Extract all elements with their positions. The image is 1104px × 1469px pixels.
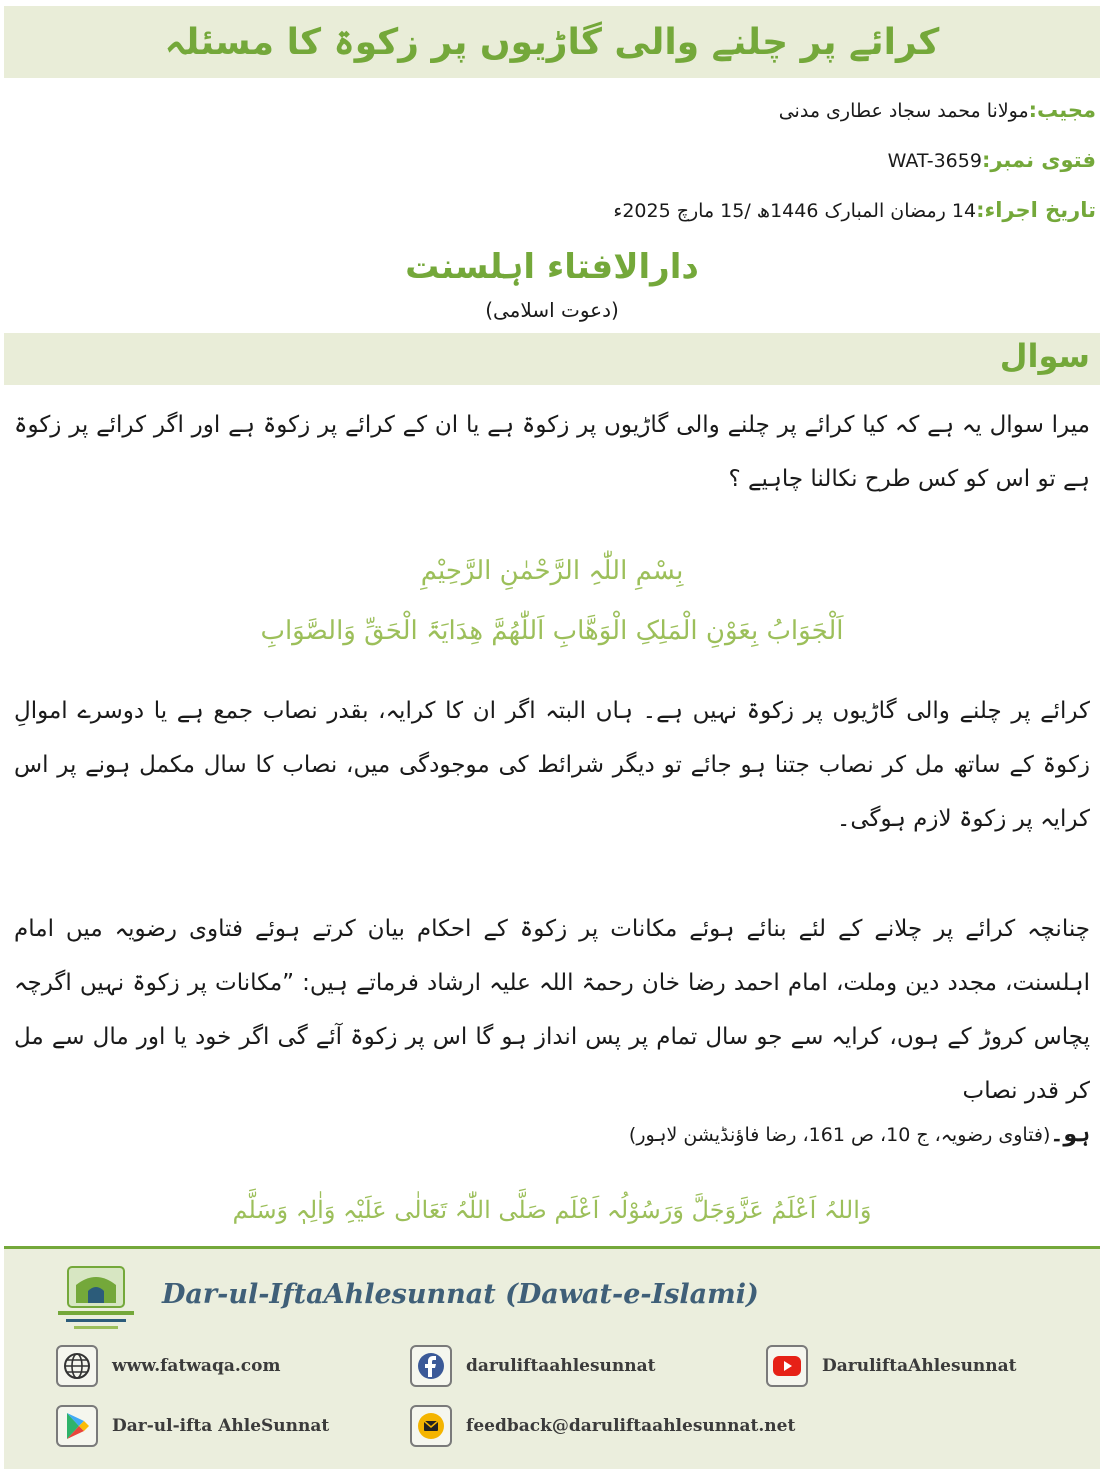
question-text: میرا سوال یہ ہے کہ کیا کرائے پر چلنے والی گاڑیوں پر زکوۃ ہے یا ان کے کرائے پر زکوۃ ہے اور اگر کرائے پر زکوۃ ہے تو اس کو کس طرح نکالنا چاہیے ؟ bbox=[14, 412, 1090, 492]
date-label: تاریخ اجراء: bbox=[976, 198, 1096, 222]
email-icon bbox=[410, 1405, 452, 1447]
website-text: www.fatwaqa.com bbox=[112, 1356, 281, 1376]
page-title: کرائے پر چلنے والی گاڑیوں پر زکوۃ کا مسئلہ bbox=[164, 21, 940, 63]
fatwa-number-label: فتوی نمبر: bbox=[981, 148, 1096, 172]
question-heading: سوال bbox=[999, 337, 1090, 375]
answer-paragraph-1: کرائے پر چلنے والی گاڑیوں پر زکوۃ نہیں ہے۔ ہاں البتہ اگر ان کا کرایہ، بقدر نصاب جمع ہے یا دوسرے اموالِ زکوۃ کے ساتھ مل کر نصاب جتنا ہو جائے تو دیگر شرائط کی موجودگی میں، نصاب کا سال مکمل ہونے پر اس کرایہ پر زکوۃ لازم ہوگی۔ bbox=[14, 698, 1090, 832]
closing-dua: وَاللہُ اَعْلَمُ عَزَّوَجَلَّ وَرَسُوْلُہ اَعْلَم صَلَّی اللّٰہُ تَعَالٰی عَلَیْہِ وَاٰلِہٖ وَسَلَّم bbox=[232, 1196, 872, 1224]
dar-ul-ifta-logo-icon bbox=[48, 1263, 144, 1337]
playstore-text: Dar-ul-ifta AhleSunnat bbox=[112, 1416, 330, 1436]
mujeeb-value: مولانا محمد سجاد عطاری مدنی bbox=[778, 100, 1029, 122]
institute-name: دارالافتاء اہلسنت bbox=[405, 247, 699, 287]
question-section-bar bbox=[4, 333, 1100, 385]
mujeeb-line bbox=[779, 98, 1096, 122]
answer-opening: اَلْجَوَابُ بِعَوْنِ الْمَلِکِ الْوَھَّابِ اَللّٰھُمَّ ھِدَایَۃَ الْحَقِّ وَالصَّوَابِ bbox=[260, 616, 844, 646]
institute-subtitle: (دعوت اسلامی) bbox=[485, 298, 619, 322]
mujeeb-label: مجیب: bbox=[1028, 98, 1096, 122]
bismillah: بِسْمِ اللّٰہِ الرَّحْمٰنِ الرَّحِیْمِ bbox=[420, 556, 684, 586]
footer-brand: Dar-ul-IftaAhlesunnat (Dawat-e-Islami) bbox=[162, 1279, 759, 1310]
fatwa-number-line bbox=[888, 148, 1096, 172]
facebook-icon bbox=[410, 1345, 452, 1387]
paragraph-end: ہو۔ bbox=[1050, 1122, 1090, 1147]
email-link[interactable] bbox=[410, 1405, 795, 1447]
youtube-icon bbox=[766, 1345, 808, 1387]
playstore-link[interactable] bbox=[56, 1405, 329, 1447]
title-bar bbox=[4, 6, 1100, 78]
footer bbox=[4, 1246, 1100, 1469]
date-line bbox=[613, 198, 1096, 222]
email-text: feedback@daruliftaahlesunnat.net bbox=[466, 1416, 796, 1436]
website-link[interactable] bbox=[56, 1345, 280, 1387]
play-store-icon bbox=[56, 1405, 98, 1447]
citation: (فتاوی رضویہ، ج 10، ص 161، رضا فاؤنڈیشن لاہور) bbox=[628, 1124, 1051, 1146]
facebook-link[interactable] bbox=[410, 1345, 655, 1387]
citation-line bbox=[629, 1122, 1090, 1147]
date-value: 14 رمضان المبارک 1446ھ /15 مارچ 2025ء bbox=[613, 200, 977, 222]
fatwa-number-value: WAT-3659 bbox=[887, 150, 982, 172]
facebook-text: daruliftaahlesunnat bbox=[466, 1356, 656, 1376]
globe-icon bbox=[56, 1345, 98, 1387]
answer-paragraph-2: چنانچہ کرائے پر چلانے کے لئے بنائے ہوئے مکانات پر زکوۃ کے احکام بیان کرتے ہوئے فتاوی رضویہ میں امام اہلسنت، مجدد دین وملت، امام احمد رضا خان رحمۃ اللہ علیہ ارشاد فرماتے ہیں: ”مکانات پر زکوۃ نہیں اگرچہ پچاس کروڑ کے ہوں، کرایہ سے جو سال تمام پر پس انداز ہو گا اس پر زکوۃ آئے گی اگر خود یا اور مال سے مل کر قدر نصاب bbox=[14, 916, 1090, 1104]
youtube-text: DaruliftaAhlesunnat bbox=[822, 1356, 1017, 1376]
youtube-link[interactable] bbox=[766, 1345, 1017, 1387]
